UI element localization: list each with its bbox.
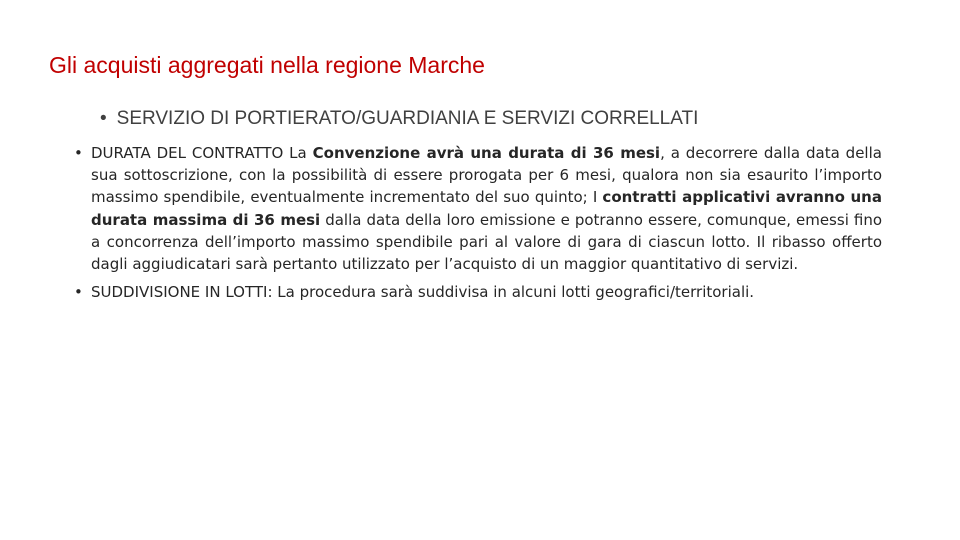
list-item-lots	[74, 281, 882, 303]
bullet-icon: •	[100, 108, 107, 129]
bullet-icon: •	[74, 144, 83, 162]
item-text: : La procedura sarà suddivisa in alcuni lotti geografici/territoriali.	[267, 283, 755, 302]
slide-title: Gli acquisti aggregati nella regione Marche	[49, 52, 485, 78]
item-text: dalla data della loro emissione e potranno essere, comunque, emessi fino a concorrenza dell’importo massimo spendibile pari al valore di gara di ciascun lotto. Il ribasso offerto dagli aggiudicatari sarà pertanto utilizzato per l’acquisto di un maggior quantitativo di servizi.	[91, 210, 882, 274]
item-heading: DURATA DEL CONTRATTO	[91, 144, 284, 162]
bullet-list	[74, 142, 882, 303]
subtitle-text: SERVIZIO DI PORTIERATO/GUARDIANIA E SERVIZI CORRELLATI	[116, 108, 699, 129]
list-item-duration	[74, 142, 882, 275]
item-text: La	[283, 144, 313, 162]
item-bold-text: contratti applicativi avranno una durata massima di 36 mesi	[91, 188, 882, 229]
item-heading: SUDDIVISIONE IN LOTTI	[91, 283, 268, 302]
bullet-icon: •	[74, 283, 83, 302]
slide-subtitle	[100, 108, 698, 130]
item-text: , a decorrere dalla data della sua sottoscrizione, con la possibilità di essere prorogata per 6 mesi, qualora non sia esaurito l’importo massimo spendibile, eventualmente incrementato del suo quinto; I	[91, 144, 882, 207]
item-bold-text: Convenzione avrà una durata di 36 mesi	[312, 144, 661, 162]
